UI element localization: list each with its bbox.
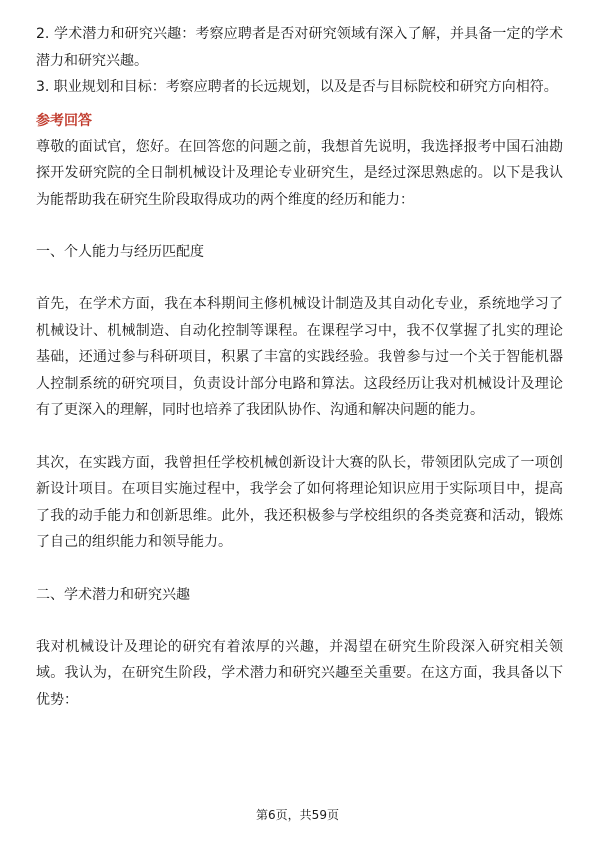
criterion-2: 2. 学术潜力和研究兴趣：考察应聘者是否对研究领域有深入了解，并具备一定的学术潜力和研究兴趣。	[36, 26, 563, 69]
page-content	[36, 21, 563, 713]
section-2-title: 二、学术潜力和研究兴趣	[36, 586, 190, 603]
intro-paragraph: 尊敬的面试官，您好。在回答您的问题之前，我想首先说明，我选择报考中国石油勘探开发研究院的全日制机械设计及理论专业研究生，是经过深思熟虑的。以下是我认为能帮助我在研究生阶段取得成功的两个维度的经历和能力：	[36, 138, 563, 208]
answer-heading: 参考回答	[36, 112, 92, 129]
criterion-3: 3. 职业规划和目标：考察应聘者的长远规划，以及是否与目标院校和研究方向相符。	[36, 79, 558, 95]
section-1-paragraph-2: 其次，在实践方面，我曾担任学校机械创新设计大赛的队长，带领团队完成了一项创新设计项目。在项目实施过程中，我学会了如何将理论知识应用于实际项目中，提高了我的动手能力和创新思维。此外，我还积极参与学校组织的各类竞赛和活动，锻炼了自己的组织能力和领导能力。	[36, 454, 563, 550]
section-1-title: 一、个人能力与经历匹配度	[36, 244, 204, 260]
page-number: 第6页，共59页	[256, 808, 339, 822]
section-2-paragraph-1: 我对机械设计及理论的研究有着浓厚的兴趣，并渴望在研究生阶段深入研究相关领域。我认为，在研究生阶段，学术潜力和研究兴趣至关重要。在这方面，我具备以下优势：	[36, 638, 563, 708]
section-1-paragraph-1: 首先，在学术方面，我在本科期间主修机械设计制造及其自动化专业，系统地学习了机械设计、机械制造、自动化控制等课程。在课程学习中，我不仅掌握了扎实的理论基础，还通过参与科研项目，积累了丰富的实践经验。我曾参与过一个关于智能机器人控制系统的研究项目，负责设计部分电路和算法。这段经历让我对机械设计及理论有了更深入的理解，同时也培养了我团队协作、沟通和解决问题的能力。	[36, 296, 563, 418]
